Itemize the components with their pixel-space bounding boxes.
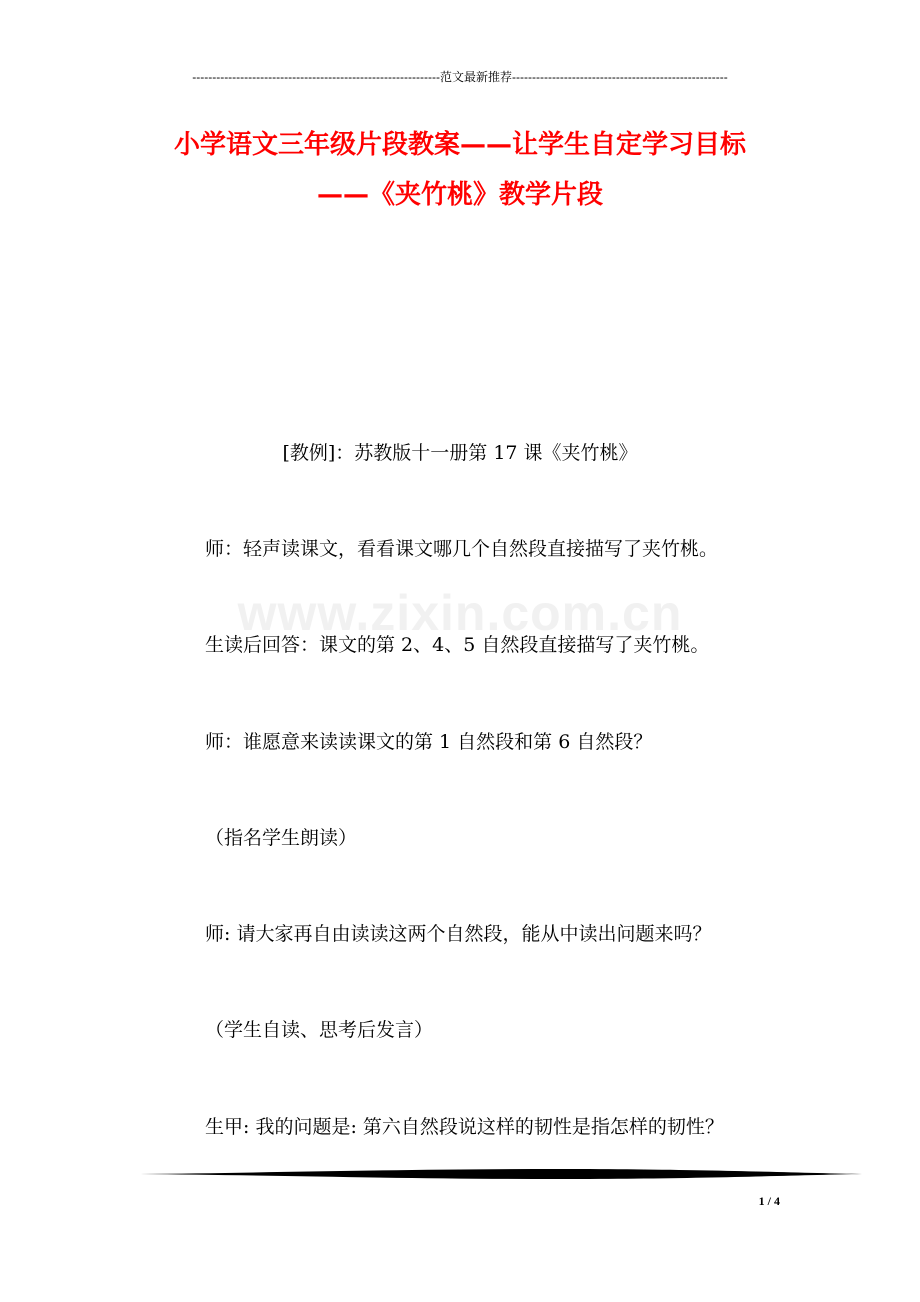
paragraph-2: 生读后回答：课文的第 2、4、5 自然段直接描写了夹竹桃。 (205, 634, 710, 656)
paragraph-3: 师：谁愿意来读读课文的第 1 自然段和第 6 自然段？ (205, 731, 653, 753)
lesson-reference: [教例]：苏教版十一册第 17 课《夹竹桃》 (282, 442, 638, 464)
document-title-line-2: ——《夹竹桃》教学片段 (316, 180, 603, 210)
paragraph-4: （指名学生朗读） (205, 827, 358, 849)
paragraph-7: 生甲: 我的问题是: 第六自然段说这样的韧性是指怎样的韧性？ (205, 1116, 724, 1138)
paragraph-5: 师: 请大家再自由读读这两个自然段，能从中读出问题来吗？ (205, 923, 712, 945)
document-title-line-1: 小学语文三年级片段教案——让学生自定学习目标 (173, 130, 746, 160)
paragraph-6: （学生自读、思考后发言） (205, 1019, 434, 1041)
header-rule-with-label: --------------------------------------------------------------范文最新推荐------------------------------------------------------ (192, 70, 728, 84)
paragraph-1: 师：轻声读课文，看看课文哪几个自然段直接描写了夹竹桃。 (205, 538, 719, 560)
footer-rule (140, 1168, 862, 1180)
page-number: 1 / 4 (758, 1194, 780, 1208)
watermark: www.zixin.com.cn (237, 585, 683, 641)
